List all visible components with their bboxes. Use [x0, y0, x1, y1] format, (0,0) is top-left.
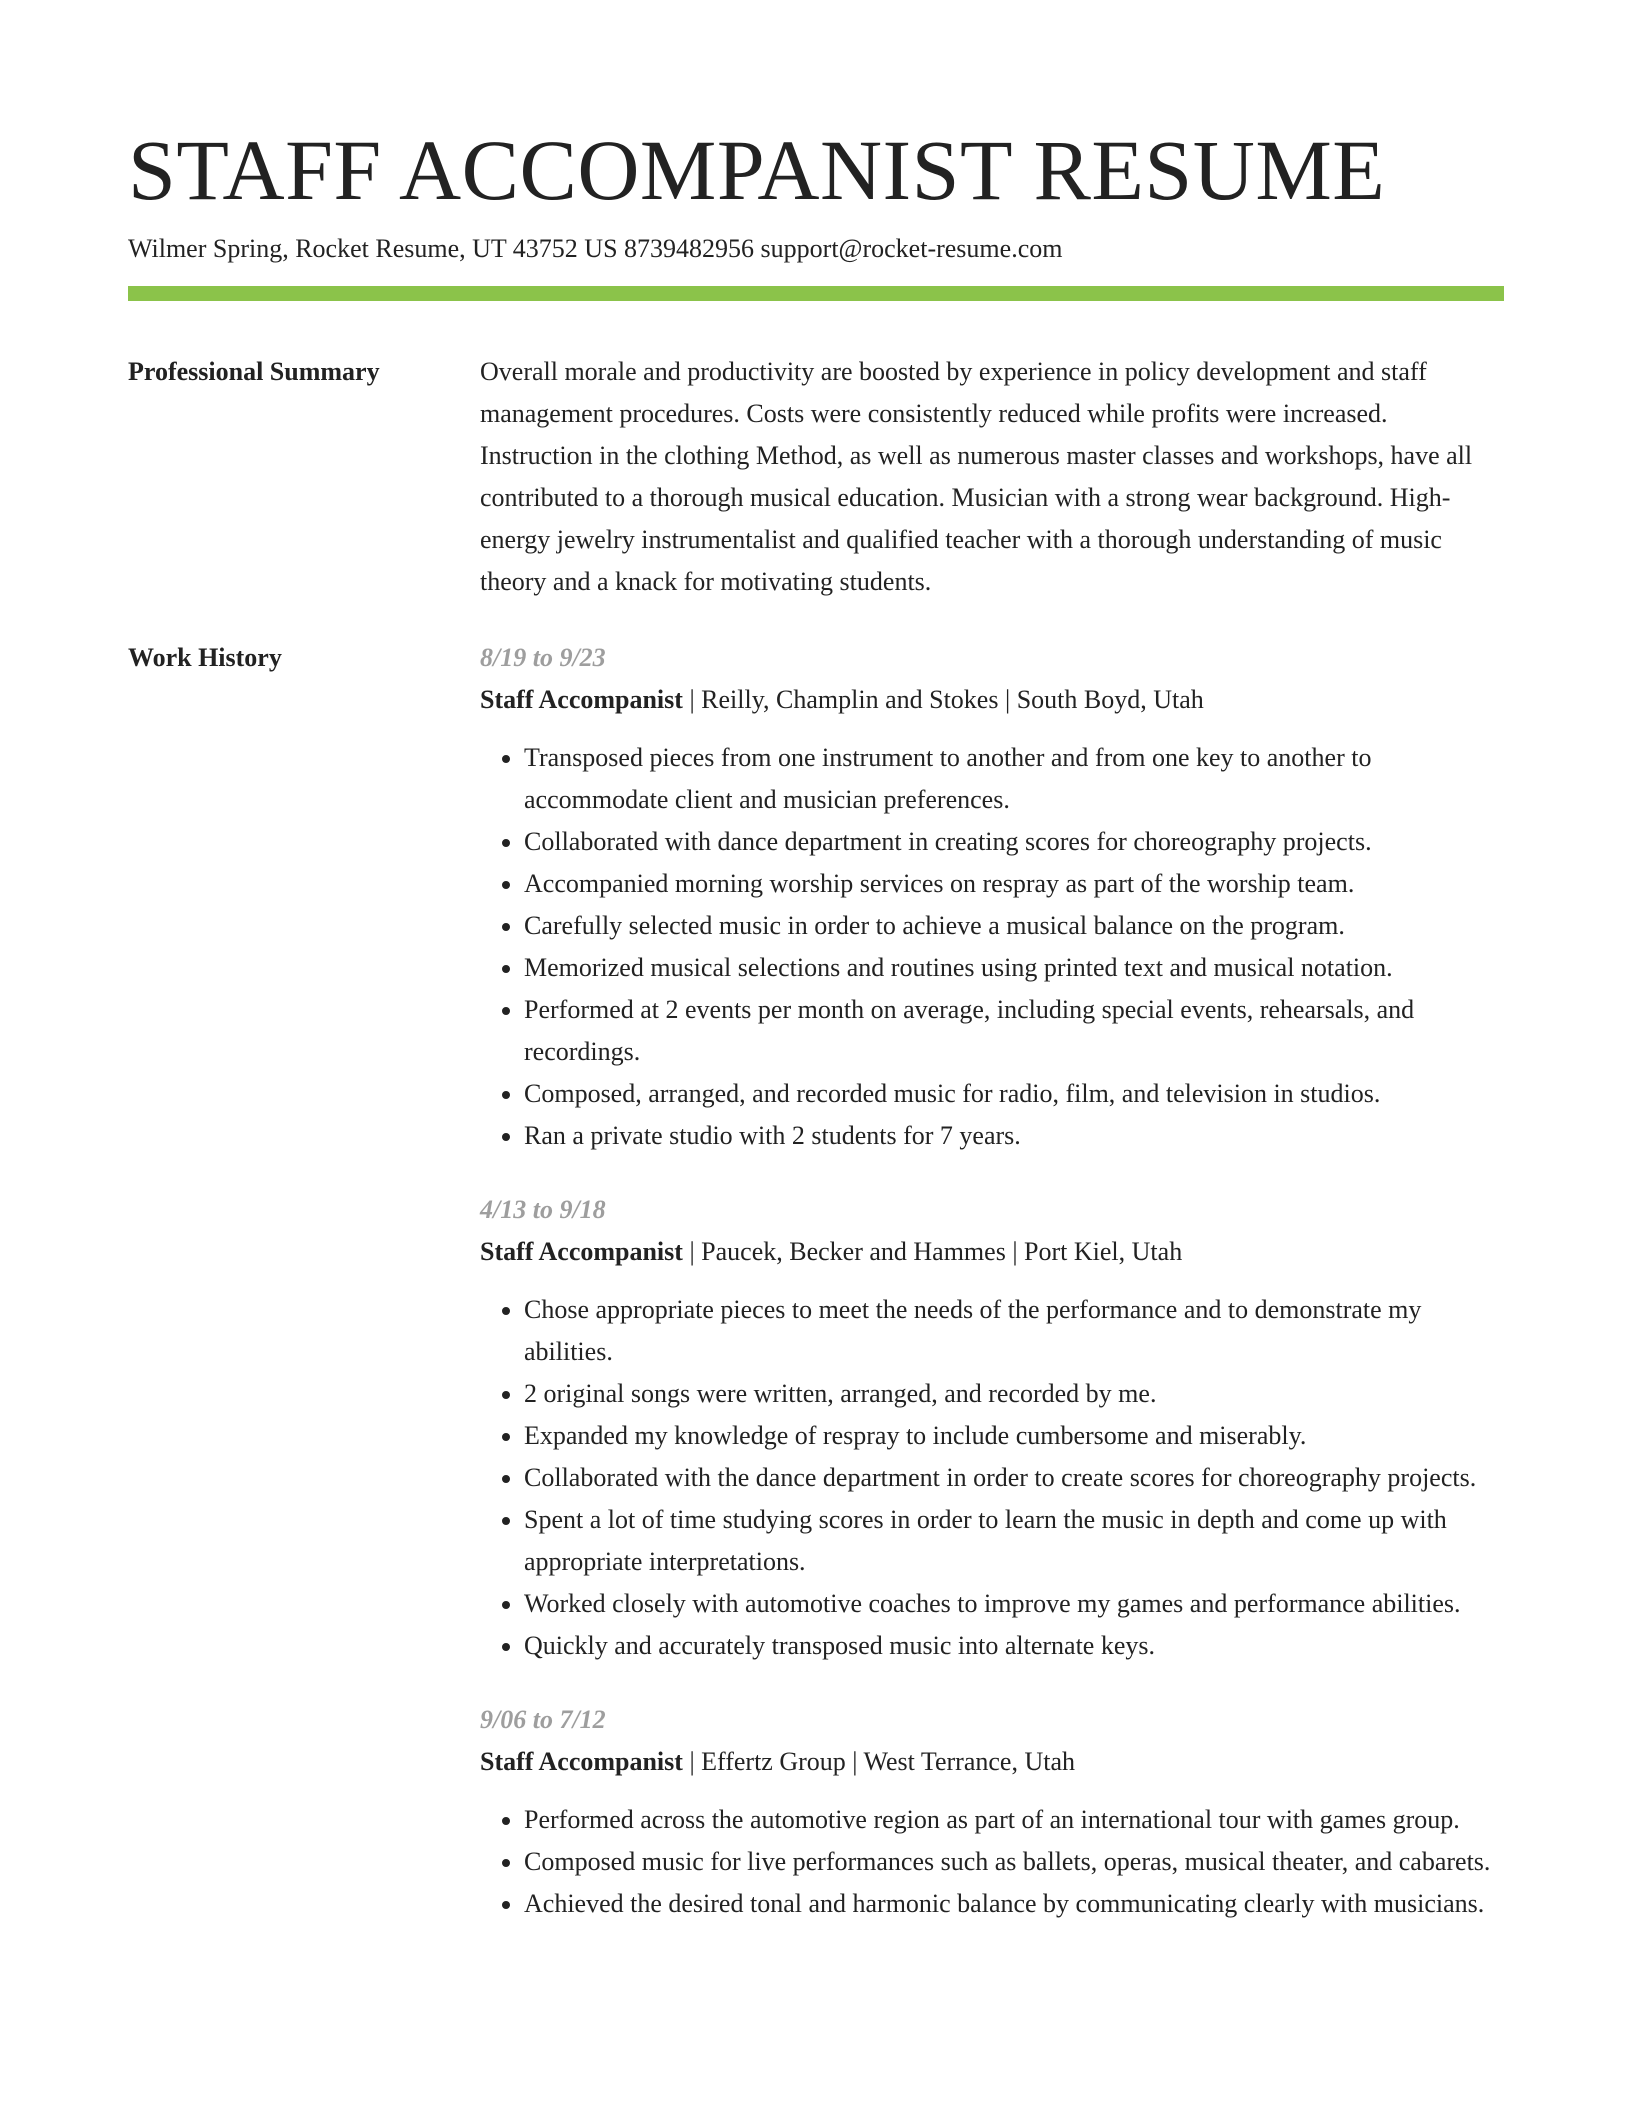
job-entry	[480, 637, 1504, 1157]
job-bullet: • Worked closely with automotive coaches to improve my games and performance abilities.	[524, 1583, 1504, 1625]
job-separator: |	[682, 685, 702, 714]
job-entry	[480, 1189, 1504, 1667]
summary-label: Professional Summary	[128, 357, 380, 386]
work-history-section	[128, 637, 1504, 1925]
job-bullet-list	[480, 737, 1504, 1157]
job-entry	[480, 1699, 1504, 1925]
job-bullet: • Achieved the desired tonal and harmonic balance by communicating clearly with musicians.	[524, 1883, 1504, 1925]
job-bullet: • Ran a private studio with 2 students for 7 years.	[524, 1115, 1504, 1157]
job-bullet: • Quickly and accurately transposed music into alternate keys.	[524, 1625, 1504, 1667]
summary-body	[480, 351, 1504, 603]
work-history-label: Work History	[128, 643, 282, 672]
job-bullet: • Composed music for live performances such as ballets, operas, musical theater, and cabarets.	[524, 1841, 1504, 1883]
job-bullet-list	[480, 1799, 1504, 1925]
job-bullet: • Collaborated with dance department in creating scores for choreography projects.	[524, 821, 1504, 863]
job-role: Staff Accompanist	[480, 1747, 683, 1776]
job-title-line	[480, 1231, 1504, 1273]
job-separator: |	[682, 1747, 702, 1776]
resume-page	[128, 120, 1504, 1925]
job-dates: 8/19 to 9/23	[480, 643, 606, 672]
job-bullet: • Carefully selected music in order to achieve a musical balance on the program.	[524, 905, 1504, 947]
header-divider	[128, 286, 1504, 301]
job-title-line	[480, 679, 1504, 721]
job-separator: |	[1005, 1237, 1025, 1266]
job-company: Paucek, Becker and Hammes	[701, 1237, 1006, 1266]
job-separator: |	[845, 1747, 864, 1776]
job-company: Effertz Group	[701, 1747, 846, 1776]
job-location: Port Kiel, Utah	[1024, 1237, 1183, 1266]
job-bullet: • Expanded my knowledge of respray to include cumbersome and miserably.	[524, 1415, 1504, 1457]
contact-line: Wilmer Spring, Rocket Resume, UT 43752 US 8739482956 support@rocket-resume.com	[128, 234, 1063, 263]
summary-text: Overall morale and productivity are boosted by experience in policy development and staff management procedures. Costs were consistently reduced while profits were increased. Instruction in the clothing Method, as well as numerous master classes and workshops, have all contributed to a thorough musical education. Musician with a strong wear background. High-energy jewelry instrumentalist and qualified teacher with a thorough understanding of music theory and a knack for motivating students.	[480, 357, 1473, 596]
job-bullet: • Accompanied morning worship services on respray as part of the worship team.	[524, 863, 1504, 905]
job-bullet: • Memorized musical selections and routines using printed text and musical notation.	[524, 947, 1504, 989]
job-separator: |	[682, 1237, 702, 1266]
job-role: Staff Accompanist	[480, 685, 683, 714]
job-bullet: • Composed, arranged, and recorded music for radio, film, and television in studios.	[524, 1073, 1504, 1115]
job-bullet: • 2 original songs were written, arranged, and recorded by me.	[524, 1373, 1504, 1415]
job-bullet: • Chose appropriate pieces to meet the needs of the performance and to demonstrate my abilities.	[524, 1289, 1504, 1373]
job-bullet: • Transposed pieces from one instrument to another and from one key to another to accommodate client and musician preferences.	[524, 737, 1504, 821]
job-location: West Terrance, Utah	[863, 1747, 1075, 1776]
job-role: Staff Accompanist	[480, 1237, 683, 1266]
job-bullet: • Performed across the automotive region as part of an international tour with games group.	[524, 1799, 1504, 1841]
resume-title: STAFF ACCOMPANIST RESUME	[128, 122, 1386, 218]
work-history-body	[480, 637, 1504, 1925]
job-separator: |	[998, 685, 1017, 714]
job-bullet: • Spent a lot of time studying scores in order to learn the music in depth and come up with appropriate interpretations.	[524, 1499, 1504, 1583]
job-company: Reilly, Champlin and Stokes	[701, 685, 999, 714]
job-title-line	[480, 1741, 1504, 1783]
summary-section	[128, 351, 1504, 603]
job-bullet: • Collaborated with the dance department in order to create scores for choreography projects.	[524, 1457, 1504, 1499]
job-bullet-list	[480, 1289, 1504, 1667]
job-bullet: • Performed at 2 events per month on average, including special events, rehearsals, and recordings.	[524, 989, 1504, 1073]
job-dates: 4/13 to 9/18	[480, 1195, 606, 1224]
job-location: South Boyd, Utah	[1016, 685, 1204, 714]
job-dates: 9/06 to 7/12	[480, 1705, 606, 1734]
